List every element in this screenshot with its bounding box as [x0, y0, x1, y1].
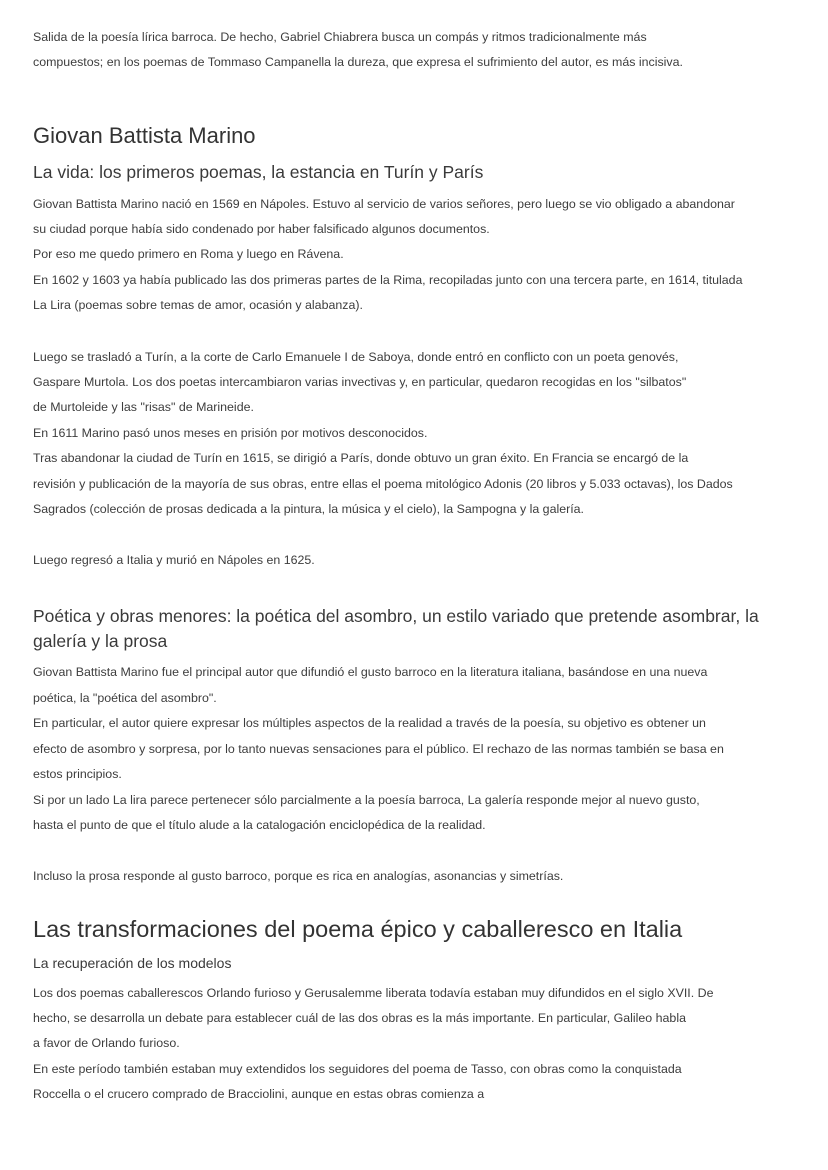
paragraph-line: revisión y publicación de la mayoría de sus obras, entre ellas el poema mitológico Adonis (20 libros y 5.033 octavas), los Dados [33, 477, 733, 491]
paragraph-line: Sagrados (colección de prosas dedicada a la pintura, la música y el cielo), la Sampogna y la galería. [33, 502, 585, 516]
paragraph-line: de Murtoleide y las "risas" de Marineide. [33, 400, 254, 414]
section-title-epic: Las transformaciones del poema épico y caballeresco en Italia [33, 916, 683, 942]
paragraph-line: Giovan Battista Marino fue el principal autor que difundió el gusto barroco en la literatura italiana, basándose en una nueva [33, 665, 708, 679]
paragraph-line: Roccella o el crucero comprado de Bracciolini, aunque en estas obras comienza a [33, 1087, 485, 1101]
paragraph-line: efecto de asombro y sorpresa, por lo tanto nuevas sensaciones para el público. El rechazo de las normas también se basa en [33, 742, 724, 756]
paragraph-line: hasta el punto de que el título alude a la catalogación enciclopédica de la realidad. [33, 818, 486, 832]
section-title-marino: Giovan Battista Marino [33, 123, 256, 148]
subsection-heading-poetics: galería y la prosa [33, 631, 168, 651]
paragraph-line: Luego se trasladó a Turín, a la corte de Carlo Emanuele I de Saboya, donde entró en conflicto con un poeta genovés, [33, 350, 679, 364]
paragraph-line: En 1611 Marino pasó unos meses en prisión por motivos desconocidos. [33, 426, 428, 440]
paragraph-line: Giovan Battista Marino nació en 1569 en Nápoles. Estuvo al servicio de varios señores, pero luego se vio obligado a abandonar [33, 197, 735, 211]
paragraph-line: poética, la "poética del asombro". [33, 691, 217, 705]
intro-line: compuestos; en los poemas de Tommaso Campanella la dureza, que expresa el sufrimiento del autor, es más incisiva. [33, 55, 683, 69]
paragraph-line: En 1602 y 1603 ya había publicado las dos primeras partes de la Rima, recopiladas junto con una tercera parte, en 1614, titulada [33, 273, 743, 287]
paragraph-line: Tras abandonar la ciudad de Turín en 1615, se dirigió a París, donde obtuvo un gran éxito. En Francia se encargó de la [33, 451, 689, 465]
paragraph-line: estos principios. [33, 767, 122, 781]
paragraph-line: En particular, el autor quiere expresar los múltiples aspectos de la realidad a través de la poesía, su objetivo es obtener un [33, 716, 706, 730]
paragraph-line: En este período también estaban muy extendidos los seguidores del poema de Tasso, con obras como la conquistada [33, 1062, 682, 1076]
paragraph-line: su ciudad porque había sido condenado por haber falsificado algunos documentos. [33, 222, 490, 236]
subsection-heading-life: La vida: los primeros poemas, la estancia en Turín y París [33, 162, 484, 182]
subsection-heading-models: La recuperación de los modelos [33, 955, 232, 971]
paragraph-line: Luego regresó a Italia y murió en Nápoles en 1625. [33, 553, 315, 567]
subsection-heading-poetics: Poética y obras menores: la poética del asombro, un estilo variado que pretende asombrar, la [33, 606, 759, 626]
paragraph-line: a favor de Orlando furioso. [33, 1036, 180, 1050]
paragraph-line: Incluso la prosa responde al gusto barroco, porque es rica en analogías, asonancias y simetrías. [33, 869, 564, 883]
paragraph-line: Los dos poemas caballerescos Orlando furioso y Gerusalemme liberata todavía estaban muy difundidos en el siglo XVII. De [33, 986, 714, 1000]
paragraph-line: Si por un lado La lira parece pertenecer sólo parcialmente a la poesía barroca, La galería responde mejor al nuevo gusto, [33, 793, 700, 807]
paragraph-line: Por eso me quedo primero en Roma y luego en Rávena. [33, 247, 344, 261]
intro-line: Salida de la poesía lírica barroca. De hecho, Gabriel Chiabrera busca un compás y ritmos tradicionalmente más [33, 30, 647, 44]
paragraph-line: La Lira (poemas sobre temas de amor, ocasión y alabanza). [33, 298, 363, 312]
paragraph-line: Gaspare Murtola. Los dos poetas intercambiaron varias invectivas y, en particular, quedaron recogidas en los "silbatos" [33, 375, 687, 389]
paragraph-line: hecho, se desarrolla un debate para establecer cuál de las dos obras es la más importante. En particular, Galileo habla [33, 1011, 686, 1025]
